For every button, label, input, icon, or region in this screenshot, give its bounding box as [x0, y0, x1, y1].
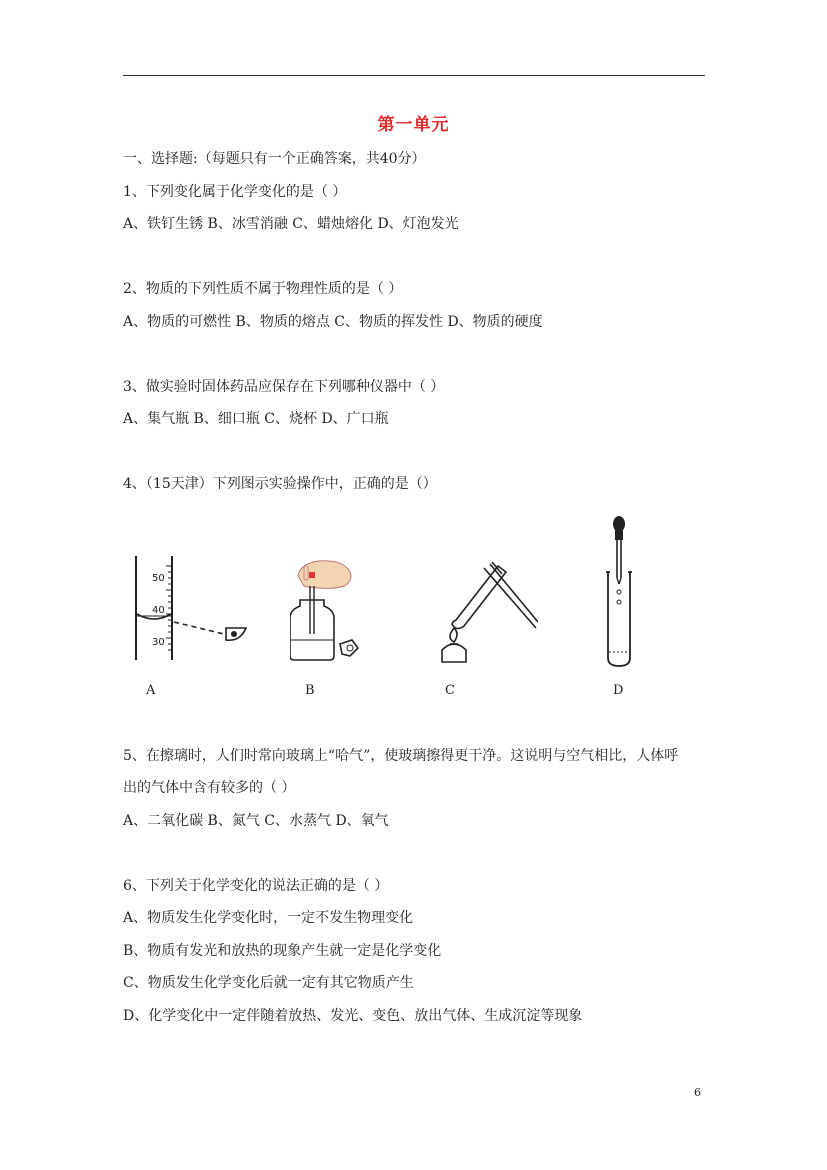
question-6-option-d: D、化学变化中一定伴随着放热、发光、变色、放出气体、生成沉淀等现象	[123, 1008, 583, 1024]
header-rule	[123, 75, 705, 76]
question-4-stem: 4、（15天津）下列图示实验操作中，正确的是（）	[123, 476, 437, 492]
question-5-stem-line-2: 出的气体中含有较多的（ ）	[123, 780, 296, 796]
question-6-option-b: B、物质有发光和放热的现象产生就一定是化学变化	[123, 943, 442, 959]
figure-label-b: B	[305, 683, 315, 698]
page-number: 6	[694, 1086, 701, 1099]
eye-icon	[226, 628, 246, 640]
figure-b-reagent-bottle	[290, 556, 362, 666]
figure-label-c: C	[445, 683, 455, 698]
figure-d-dropper-test-tube	[604, 514, 634, 668]
figure-c-heating-test-tube	[436, 558, 538, 664]
question-2-stem: 2、物质的下列性质不属于物理性质的是（ ）	[123, 281, 403, 297]
question-6-option-a: A、物质发生化学变化时，一定不发生物理变化	[123, 910, 414, 926]
question-3-stem: 3、做实验时固体药品应保存在下列哪种仪器中（ ）	[123, 379, 445, 395]
question-6-stem: 6、下列关于化学变化的说法正确的是（ ）	[123, 878, 389, 894]
question-1-options: A、铁钉生锈 B、冰雪消融 C、蜡烛熔化 D、灯泡发光	[123, 216, 459, 232]
question-3-options: A、集气瓶 B、细口瓶 C、烧杯 D、广口瓶	[123, 411, 389, 427]
cylinder-tick-40: 40	[152, 605, 165, 616]
question-2-options: A、物质的可燃性 B、物质的熔点 C、物质的挥发性 D、物质的硬度	[123, 314, 543, 330]
cylinder-tick-30: 30	[152, 637, 165, 648]
figure-a-cylinder-reading	[128, 548, 253, 666]
question-5-options: A、二氧化碳 B、氮气 C、水蒸气 D、氧气	[123, 813, 389, 829]
page-title: 第一单元	[377, 115, 450, 135]
question-6-option-c: C、物质发生化学变化后就一定有其它物质产生	[123, 975, 414, 991]
section-heading: 一、选择题:（每题只有一个正确答案，共40分）	[123, 151, 426, 167]
question-1-stem: 1、下列变化属于化学变化的是（ ）	[123, 184, 347, 200]
figure-label-d: D	[613, 683, 624, 698]
question-5-stem-line-1: 5、在擦璃时，人们时常向玻璃上“哈气”，使玻璃擦得更干净。这说明与空气相比，人体呼	[123, 748, 679, 764]
figure-label-a: A	[146, 683, 156, 698]
cylinder-tick-50: 50	[152, 573, 165, 584]
